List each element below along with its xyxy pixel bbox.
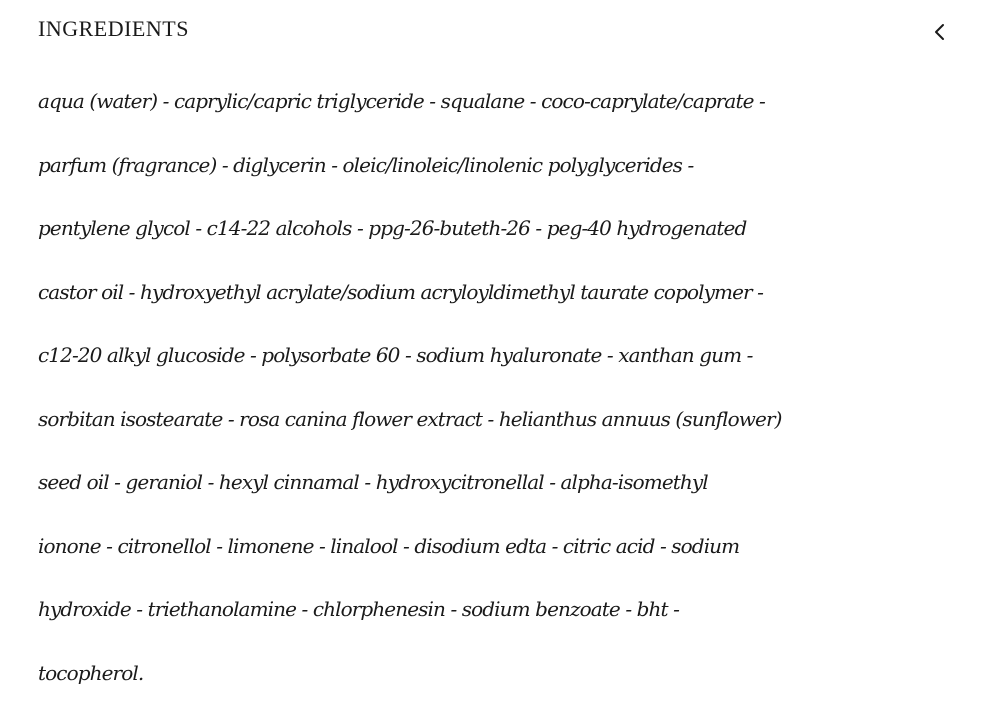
ingredients-line: c12-20 alkyl glucoside - polysorbate 60 - sodium hyaluronate - xanthan gum - [38, 343, 753, 367]
ingredients-line: castor oil - hydroxyethyl acrylate/sodium acryloyldimethyl taurate copolymer - [38, 279, 763, 304]
ingredients-line: aqua (water) - caprylic/capric triglyceride - squalane - coco-caprylate/caprate - [38, 89, 765, 113]
ingredients-line: hydroxide - triethanolamine - chlorphenesin - sodium benzoate - bht - [38, 597, 679, 621]
ingredients-line: sorbitan isostearate - rosa canina flower extract - helianthus annuus (sunflower) [38, 406, 782, 431]
ingredients-list [38, 70, 983, 705]
ingredients-title: INGREDIENTS [38, 16, 189, 41]
ingredients-line: parfum (fragrance) - diglycerin - oleic/linoleic/linolenic polyglycerides - [38, 152, 694, 177]
ingredients-line: tocopherol. [38, 660, 144, 685]
ingredients-accordion-header[interactable] [38, 14, 958, 50]
chevron-left-icon[interactable] [928, 20, 952, 44]
ingredients-line: pentylene glycol - c14-22 alcohols - ppg-26-buteth-26 - peg-40 hydrogenated [38, 216, 747, 240]
ingredients-line: seed oil - geraniol - hexyl cinnamal - hydroxycitronellal - alpha-isomethyl [38, 470, 708, 494]
ingredients-line: ionone - citronellol - limonene - linalool - disodium edta - citric acid - sodium [38, 533, 740, 558]
